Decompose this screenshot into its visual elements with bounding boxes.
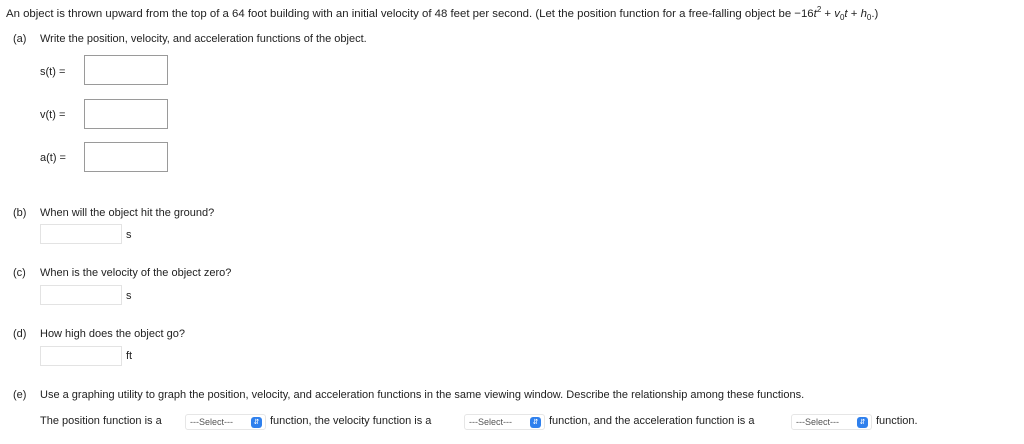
ground-time-unit: s [126, 229, 132, 241]
select-value: ---Select--- [796, 417, 839, 427]
relationship-text-4: function. [876, 415, 918, 427]
part-c-label: (c) [13, 267, 26, 279]
velocity-function-input[interactable] [84, 99, 168, 129]
updown-chevron-icon: ⇵ [857, 417, 868, 428]
ground-time-input[interactable] [40, 224, 122, 244]
part-b-question: When will the object hit the ground? [40, 207, 215, 219]
position-function-label: s(t) = [40, 66, 66, 78]
part-a-label: (a) [13, 33, 27, 45]
updown-chevron-icon: ⇵ [251, 417, 262, 428]
max-height-unit: ft [126, 350, 133, 362]
part-a-question: Write the position, velocity, and acceleration functions of the object. [40, 33, 367, 45]
problem-statement: An object is thrown upward from the top of a 64 foot building with an initial velocity of 48 feet per second. (Let the position function for a free-falling object be $-16t^2 + v_0t + h_0$.) [6, 5, 879, 22]
acceleration-function-input[interactable] [84, 142, 168, 172]
part-e-question: Use a graphing utility to graph the position, velocity, and acceleration functions in the same viewing window. Describe the relationship among these functions. [40, 389, 805, 401]
updown-chevron-icon: ⇵ [530, 417, 541, 428]
select-value: ---Select--- [469, 417, 512, 427]
position-function-input[interactable] [84, 55, 168, 85]
position-function-type-select[interactable] [185, 414, 266, 430]
relationship-text-2: function, the velocity function is a [270, 415, 432, 427]
velocity-function-type-select[interactable] [464, 414, 545, 430]
part-d-question: How high does the object go? [40, 328, 185, 340]
acceleration-function-type-select[interactable] [791, 414, 872, 430]
part-e-label: (e) [13, 389, 27, 401]
zero-velocity-time-unit: s [126, 290, 132, 302]
velocity-function-label: v(t) = [40, 109, 66, 121]
part-c-question: When is the velocity of the object zero? [40, 267, 232, 279]
relationship-text-1: The position function is a [40, 415, 162, 427]
max-height-input[interactable] [40, 346, 122, 366]
select-value: ---Select--- [190, 417, 233, 427]
part-d-label: (d) [13, 328, 27, 340]
relationship-text-3: function, and the acceleration function is a [549, 415, 755, 427]
zero-velocity-time-input[interactable] [40, 285, 122, 305]
part-b-label: (b) [13, 207, 27, 219]
acceleration-function-label: a(t) = [40, 152, 66, 164]
